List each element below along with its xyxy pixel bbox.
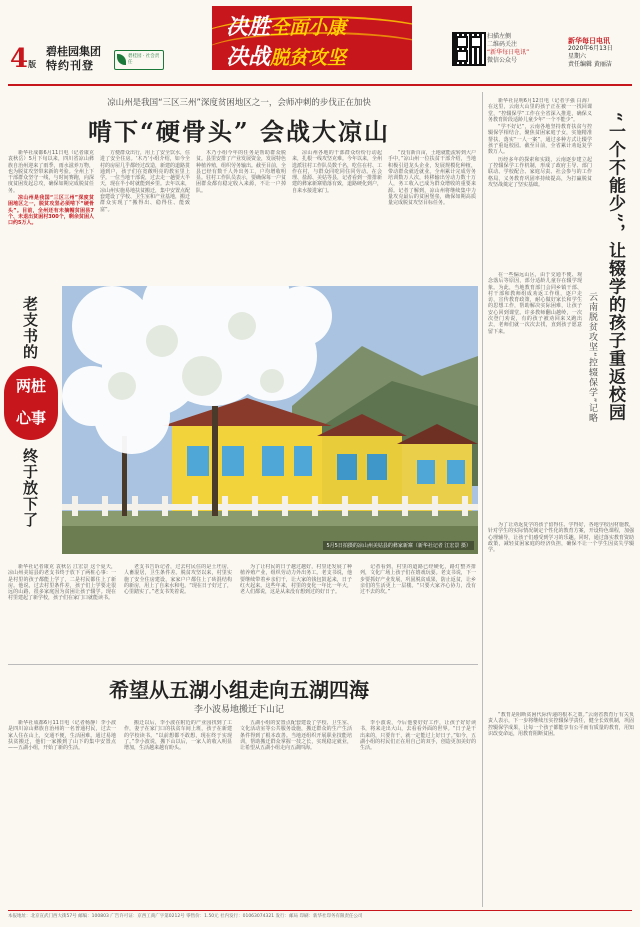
article-column: 为了让劝返复学的孩子留得住、学得好，各地学校因材施教，针对学生的实际情况制定个性化的教育方案，开设特色课程，加强心理辅导，让孩子们感受到学习的乐趣。同时，通过落实教育资助政策，减轻贫困家庭的经济负担，确保不让一个学生因贫失学辍学。 [488, 522, 634, 554]
article-lead: 新华社昆明6月12日电（记者字强 白海）在这里，云南大山里的孩子正在被一一找回课堂，“控辍保学”工作在全省深入推进，确保义务教育阶段适龄儿童少年“一个不能少”。 “学不好记”，云南各地坚持教育扶贫与控辍保学相结合，聚焦贫困家庭子女，实施精准帮扶，落实“一人一案”，通过多种方式让辍学孩子重返校园。截至目前，全省累计劝返复学数万人。 历经多年的探索和实践，云南逐步建立起了控辍保学工作机制，形成了政府主导、部门联动、学校配合、家庭尽责、社会参与的工作格局，义务教育巩固率持续提高，为打赢脱贫攻坚战奠定了坚实基础。 [488, 98, 592, 188]
article-column: 新华社成都6月11日电（记者康克 袁秋岳）5月下旬以来，四川省凉山彝族自治州迎来了雨季，雨水滋养万物，也为脱贫攻坚带来新的考验。全州上下干部群众坚守一线，与时间赛跑，向深度贫困发起总攻，确保如期完成脱贫任务。 凉山州是我国“三区三州”深度贫困地区之一，脱贫攻坚必须啃下“硬骨头”。目前，全州还有未摘帽贫困县7个、未退出贫困村300个，剩余贫困人口约5万人。 [8, 150, 94, 227]
divider [8, 664, 478, 665]
article-column: “教育是阻断贫困代际传递的根本之策。”云南省教育厅有关负责人表示，下一步将继续压实控辍保学责任，健全长效机制，巩固控辍保学成果，让每一个孩子都能享有公平而有质量的教育，用知识改变命运，用教育阻断贫困。 [488, 712, 634, 737]
footer-rule [8, 910, 632, 911]
article-column: 李小波说，今后他要好好工作，让孩子好好读书，将来走出大山，去看看外面的世界。“日子是干出来的，只要肯干，就一定能过上好日子。”如今，五湖小组的村民们正在用自己的双手，创造更加美好的生活。 [360, 720, 476, 752]
qr-caption: 扫描左侧 二维码关注 “新华每日电讯” 微信公众号 [487, 33, 530, 64]
theme-banner [212, 6, 412, 70]
banner-slogan-2: 决战脱贫攻坚 [226, 44, 347, 70]
article2-title-mid: 两桩 心事 [15, 377, 46, 427]
masthead-rule [8, 84, 632, 86]
article-column: “没有新百亩，土地就能流转到大户手中。”凉山州一位扶贫干部介绍，当地积极引进龙头企业，发展规模化种植，带动群众就近就业。全州累计完成劳务培训数万人次，转移输出劳动力数十万人，务工收入已成为群众增收的重要来源。记者了解到，凉山州将继续集中力量攻克最后的贫困堡垒，确保如期高质量完成脱贫攻坚目标任务。 [388, 150, 476, 207]
leaf-icon [117, 54, 126, 65]
article-old-secretary [0, 286, 62, 554]
article-column: 新华社记者康克 袁秋岳 江宏景 这个夏天，凉山州美姑县的老支书终于放下了两桩心事：一是村里的孩子都能上学了，二是村民都住上了新房。他说，过去村里条件差，孩子们上学要走很远的山路，很多家庭因为贫困让孩子辍学。现在村里建起了新学校，孩子们在家门口就能读书。 [8, 564, 116, 602]
footer-info: 本报地址：北京宣武门西大街57号 邮编：100803 广告许可证：京西工商广字第0212号 零售价：1.50元 社内发行：01063074321 发行：邮局 印刷：新华社印务有限责任公司 [8, 914, 363, 919]
article-kicker: 凉山州是我国“三区三州”深度贫困地区之一，会师冲刺的步伐正在加快 [107, 98, 371, 108]
photo-caption: 5月5日拍摄的凉山州美姑县的彝家新寨（新华社记者 江宏景 摄） [323, 541, 474, 550]
masthead [0, 0, 640, 88]
article-column: 在一些偏远山区，由于交通不便、观念落后等原因，部分适龄儿童存在辍学现象。为此，当地教育部门会同乡镇干部、村干部和教师组成劝返工作组，逐户走访，宣传教育政策，耐心做好家长和学生的思想工作，帮助解决实际困难，让孩子安心回到课堂。许多教师翻山越岭，一次次登门劝说，有的孩子被劝回来又跑出去，老师们就一次次去找，直到孩子愿意留下来。 [488, 272, 582, 335]
article-headline: 啃下“硬骨头” 会战大凉山 [88, 117, 390, 146]
article-yunnan [486, 92, 636, 907]
article-column: 新华社成都6月11日电（记者杨静）李小波是四川凉山彝族自治州的一名普通村民，过去一家人住在山上，交通不便，生活困难。通过易地扶贫搬迁，他们一家搬到了山下的集中安置点——五湖小组，开始了新的生活。 [8, 720, 116, 752]
article-column: 老支书告诉记者，过去村民住的是土坯房，人畜混居，卫生条件差。脱贫攻坚以来，村里实施了安全住房建设，家家户户都住上了砖混结构的新房，用上了自来水和电。“现在日子好过了，心里踏实了。”老支书笑着说。 [124, 564, 232, 596]
article-column: 记者看到，村里的道路已经硬化，路灯整齐排列，文化广场上孩子们在嬉戏玩耍。老支书说，下一步要抓好产业发展，巩固脱贫成果，防止返贫，让乡亲们的生活更上一层楼。“只要大家齐心协力，没有过不去的坎。” [360, 564, 476, 596]
article-column: 五湖小组的安置点配套建设了学校、卫生室、文化活动室等公共服务设施，搬迁群众的生产生活条件得到了根本改善。当地还组织开展职业技能培训，帮助搬迁群众掌握一技之长，实现稳定就业，让希望从五湖小组走向五湖四海。 [240, 720, 352, 752]
article-column: 为了让村民的日子越过越好，村里还发展了种植养殖产业，组织劳动力外出务工。老支书说，他要继续带着乡亲们干，让大家的钱包鼓起来，日子红火起来。这些年来，村里的变化一年比一年大，老人们都说，这是从来没有想到过的好日子。 [240, 564, 352, 596]
article-column: 搬迁以后，李小波在附近的产业园找到了工作，妻子在家门口的扶贫车间上班，孩子在新建的学校读书。“以前想都不敢想，现在终于实现了。”李小波说，搬下山以后，一家人的收入明显增加，生活越来越有盼头。 [124, 720, 232, 752]
paper-name: 新华每日电讯 [568, 37, 610, 45]
article2-title-top: 老支书的 [21, 296, 39, 360]
article-photo [62, 286, 478, 554]
banner-slogan-1: 决胜全面小康 [226, 14, 347, 40]
article-column: 木乃小组今年的任务是帮助群众脱贫。县里安排了产业发展资金，发展特色种植养殖，组织劳务输出。截至目前，全县已经有数千人外出务工，户均增收明显。驻村工作队员表示，要确保每一户贫困群众都有稳定收入来源，不让一户掉队。 [196, 150, 286, 194]
paper-info [568, 37, 638, 69]
page-editor: 责任编辑 黄丽洁 [568, 61, 612, 68]
article-byline: 李小波易地搬迁下山记 [193, 705, 284, 715]
article2-title-bottom: 终于放下了 [21, 448, 39, 528]
article2-body [0, 560, 478, 660]
sponsor-line: 碧桂园集团 特约刊登 [46, 45, 101, 72]
article-wuhu [0, 666, 478, 906]
article-column: 凉山州各地的干部群众纷纷行动起来，扎根一线攻坚克难。今年以来，全州选派驻村工作队员数千名，吃住在村、工作在村，与群众同吃同住同劳动。在会理、盐源、美姑等县，记者看到一排排新建的彝家新寨错落有致，道路硬化到户，自来水接进家门。 [292, 150, 382, 194]
article-column: 方便群众出行，用上了安全饮水，住进了安全住房。‘木乃’小组介绍，如今全村的房屋几乎都经过改造，新建的道路贯通到户，孩子们在宽敞明亮的教室里上学。一位当地干部说，过去走一趟要大半天，现在半小时就能到乡里。去年以来，凉山州实施易地扶贫搬迁，集中安置点配套建设了学校、卫生室和产业基地，搬迁群众实现了“搬得出、稳得住、能致富”。 [100, 150, 190, 213]
article-subhead: 云南脱贫攻坚“控辍保学”记略 [587, 292, 597, 424]
column-divider [482, 92, 483, 907]
article-headline: 希望从五湖小组走向五湖四海 [109, 678, 369, 702]
page-number: 4版 [10, 44, 37, 74]
article-headline: “一个不能少”，让辍学的孩子重返校园 [605, 112, 625, 422]
issue-weekday: 星期六 [568, 53, 587, 60]
qr-code[interactable] [452, 32, 486, 66]
sponsor-logo: 碧桂园 · 社会责任 [114, 50, 164, 70]
issue-date: 2020年6月13日 [568, 45, 613, 52]
